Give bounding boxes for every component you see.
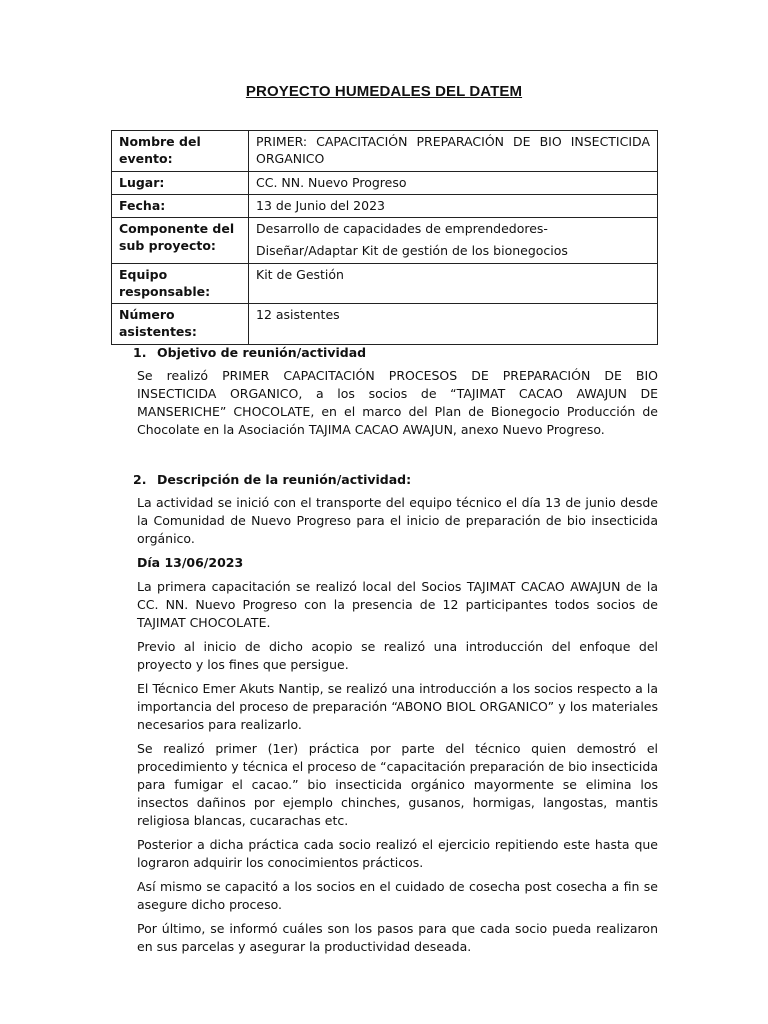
value-place: CC. NN. Nuevo Progreso <box>249 171 658 194</box>
description-paragraph-8: Por último, se informó cuáles son los pasos para que cada socio pueda realizaron en sus parcelas y asegurar la productividad deseada. <box>137 921 658 954</box>
component-line-2: Diseñar/Adaptar Kit de gestión de los bionegocios <box>256 243 568 259</box>
description-paragraph-5: Se realizó primer (1er) práctica por parte del técnico quien demostró el procedimiento y técnica el proceso de “capacitación preparación de bio insecticida para fumigar el cacao.” bio insecticida orgánico mayormente se elimina los insectos dañinos por ejemplo chinches, gusanos, hormigas, langostas, mantis religiosa blancas, cucarachas etc. <box>137 741 658 828</box>
description-paragraph-3: Previo al inicio de dicho acopio se realizó una introducción del enfoque del proyecto y los fines que persigue. <box>137 639 658 672</box>
table-row-team <box>112 263 658 304</box>
section-1-heading <box>133 345 658 360</box>
label-place: Lugar: <box>112 171 249 194</box>
section-2-heading <box>133 472 658 487</box>
section-description <box>133 472 658 956</box>
value-event-name: PRIMER: CAPACITACIÓN PREPARACIÓN DE BIO INSECTICIDA ORGANICO <box>249 131 658 172</box>
table-row-place <box>112 171 658 194</box>
label-component: Componente del sub proyecto: <box>112 218 249 264</box>
component-line-1: Desarrollo de capacidades de emprendedores- <box>256 221 548 236</box>
label-event-name: Nombre del evento: <box>112 131 249 172</box>
description-paragraph-6: Posterior a dicha práctica cada socio realizó el ejercicio repitiendo este hasta que lograron adquirir los conocimientos prácticos. <box>137 837 658 870</box>
document-title: PROYECTO HUMEDALES DEL DATEM <box>245 83 523 100</box>
section-1-title: Objetivo de reunión/actividad <box>157 345 367 360</box>
table-row-date <box>112 194 658 217</box>
table-row-event-name <box>112 131 658 172</box>
description-paragraph-2: La primera capacitación se realizó local del Socios TAJIMAT CACAO AWAJUN de la CC. NN. Nuevo Progreso con la presencia de 12 participantes todos socios de TAJIMAT CHOCOLATE. <box>137 579 658 630</box>
table-row-component <box>112 218 658 264</box>
label-attendees: Número asistentes: <box>112 304 249 345</box>
section-objective <box>133 345 658 439</box>
table-row-attendees <box>112 304 658 345</box>
value-component <box>249 218 658 264</box>
section-2-title: Descripción de la reunión/actividad: <box>157 472 412 487</box>
description-date-heading: Día 13/06/2023 <box>137 555 244 570</box>
label-team: Equipo responsable: <box>112 263 249 304</box>
description-paragraph-1: La actividad se inició con el transporte del equipo técnico el día 13 de junio desde la Comunidad de Nuevo Progreso para el inicio de preparación de bio insecticida orgánico. <box>137 495 658 546</box>
label-date: Fecha: <box>112 194 249 217</box>
description-paragraph-7: Así mismo se capacitó a los socios en el cuidado de cosecha post cosecha a fin se asegure dicho proceso. <box>137 879 658 912</box>
objective-paragraph: Se realizó PRIMER CAPACITACIÓN PROCESOS DE PREPARACIÓN DE BIO INSECTICIDA ORGANICO, a los socios de “TAJIMAT CACAO AWAJUN DE MANSERICHE” CHOCOLATE, en el marco del Plan de Bionegocio Producción de Chocolate en la Asociación TAJIMA CACAO AWAJUN, anexo Nuevo Progreso. <box>137 368 658 437</box>
section-1-number: 1. <box>133 345 147 360</box>
value-date: 13 de Junio del 2023 <box>249 194 658 217</box>
event-info-table <box>111 130 658 345</box>
section-2-number: 2. <box>133 472 147 487</box>
value-team: Kit de Gestión <box>249 263 658 304</box>
value-attendees: 12 asistentes <box>249 304 658 345</box>
description-paragraph-4: El Técnico Emer Akuts Nantip, se realizó una introducción a los socios respecto a la importancia del proceso de preparación “ABONO BIOL ORGANICO” y los materiales necesarios para realizarlo. <box>137 681 658 732</box>
